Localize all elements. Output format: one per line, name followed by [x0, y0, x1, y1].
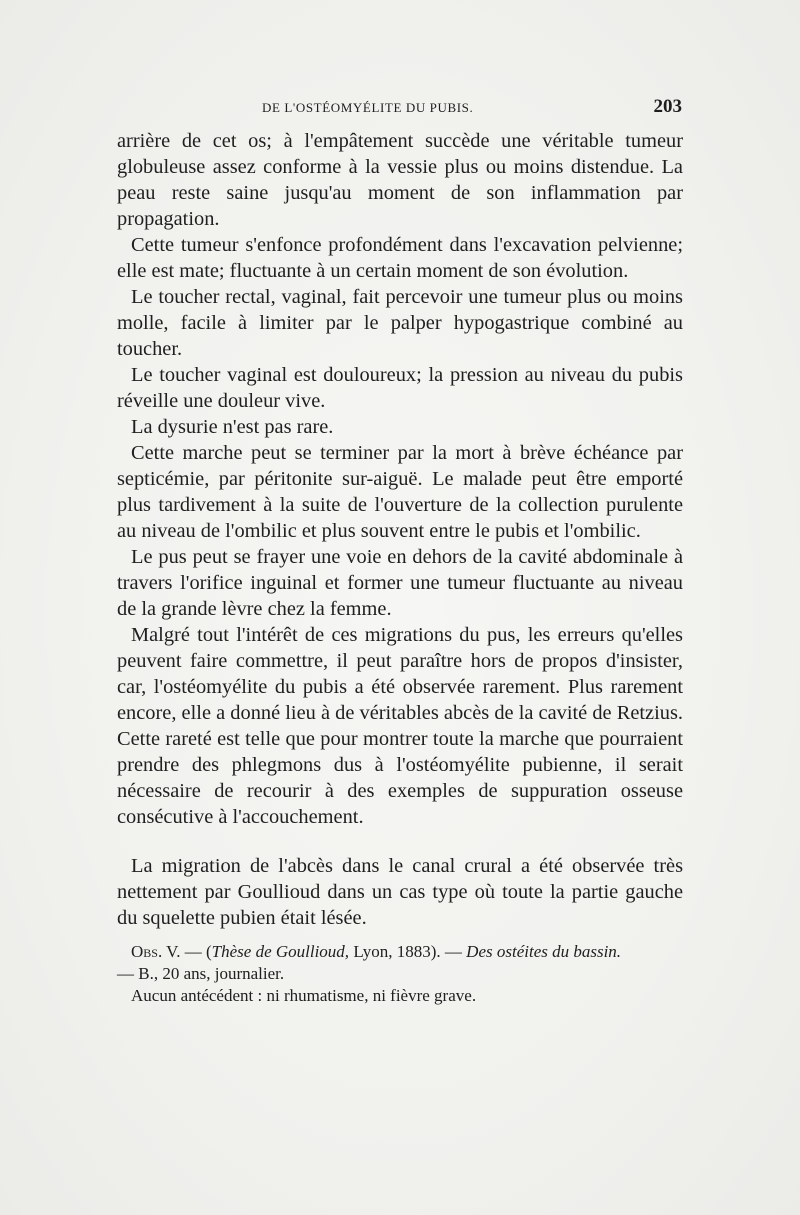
observation-history: Aucun antécédent : ni rhumatisme, ni fièvre grave. — [131, 986, 477, 1005]
page-number: 203 — [653, 96, 682, 117]
paragraph-crural-canal: La migration de l'abcès dans le canal crural a été observée très nettement par Goullioud dans un cas type où toute la partie gauche du squelette pubien était lésée. — [117, 855, 683, 929]
paragraph-inguinal: Le pus peut se frayer une voie en dehors de la cavité abdominale à travers l'orifice inguinal et former une tumeur fluctuante au niveau de la grande lèvre chez la femme. — [117, 546, 683, 620]
observation-patient: — B., 20 ans, journalier. — [117, 964, 285, 983]
paragraph-outcome: Cette marche peut se terminer par la mort à brève échéance par septicémie, par péritonite sur-aiguë. Le malade peut être emporté plus tardivement à la suite de l'ouverture de la collection purulente au niveau de l'ombilic et plus souvent entre le pubis et l'ombilic. — [117, 442, 683, 542]
paragraph-rectal-exam: Le toucher rectal, vaginal, fait percevoir une tumeur plus ou moins molle, facile à limiter par le palper hypogastrique combiné au toucher. — [117, 286, 683, 360]
observation-source-title: Thèse de Goullioud, — [211, 942, 350, 961]
paragraph-tumor: Cette tumeur s'enfonce profondément dans l'excavation pelvienne; elle est mate; fluctuante à un certain moment de son évolution. — [117, 234, 683, 282]
paragraph-migrations: Malgré tout l'intérêt de ces migrations du pus, les erreurs qu'elles peuvent faire commettre, il peut paraître hors de propos d'insister, car, l'ostéomyélite du pubis a été observée rarement. Plus rarement encore, elle a donné lieu à de véritables abcès de la cavité de Retzius. Cette rareté est telle que pour montrer toute la marche que pourraient prendre des phlegmons dus à l'ostéomyélite pubienne, il serait nécessaire de recourir à des exemples de suppuration osseuse consécutive à l'accouchement. — [117, 624, 683, 828]
page-header — [116, 96, 682, 120]
paragraph-dysuria: La dysurie n'est pas rare. — [131, 416, 334, 438]
section-gap — [117, 830, 683, 853]
body-text — [117, 128, 683, 1007]
observation-label: Obs. V. — — [131, 942, 202, 961]
observation-subject: Des ostéites du bassin. — [466, 942, 622, 961]
observation-block — [117, 941, 683, 1007]
running-head: DE L'OSTÉOMYÉLITE DU PUBIS. — [262, 100, 474, 115]
paragraph-continuation: arrière de cet os; à l'empâtement succède une véritable tumeur globuleuse assez conforme à la vessie plus ou moins distendue. La peau reste saine jusqu'au moment de son inflammation par propagation. — [117, 130, 683, 230]
observation-heading — [117, 941, 683, 963]
observation-paren: ( — [205, 942, 212, 961]
observation-source-rest: Lyon, 1883). — — [349, 942, 467, 961]
paragraph-vaginal-exam: Le toucher vaginal est douloureux; la pression au niveau du pubis réveille une douleur vive. — [117, 364, 683, 412]
